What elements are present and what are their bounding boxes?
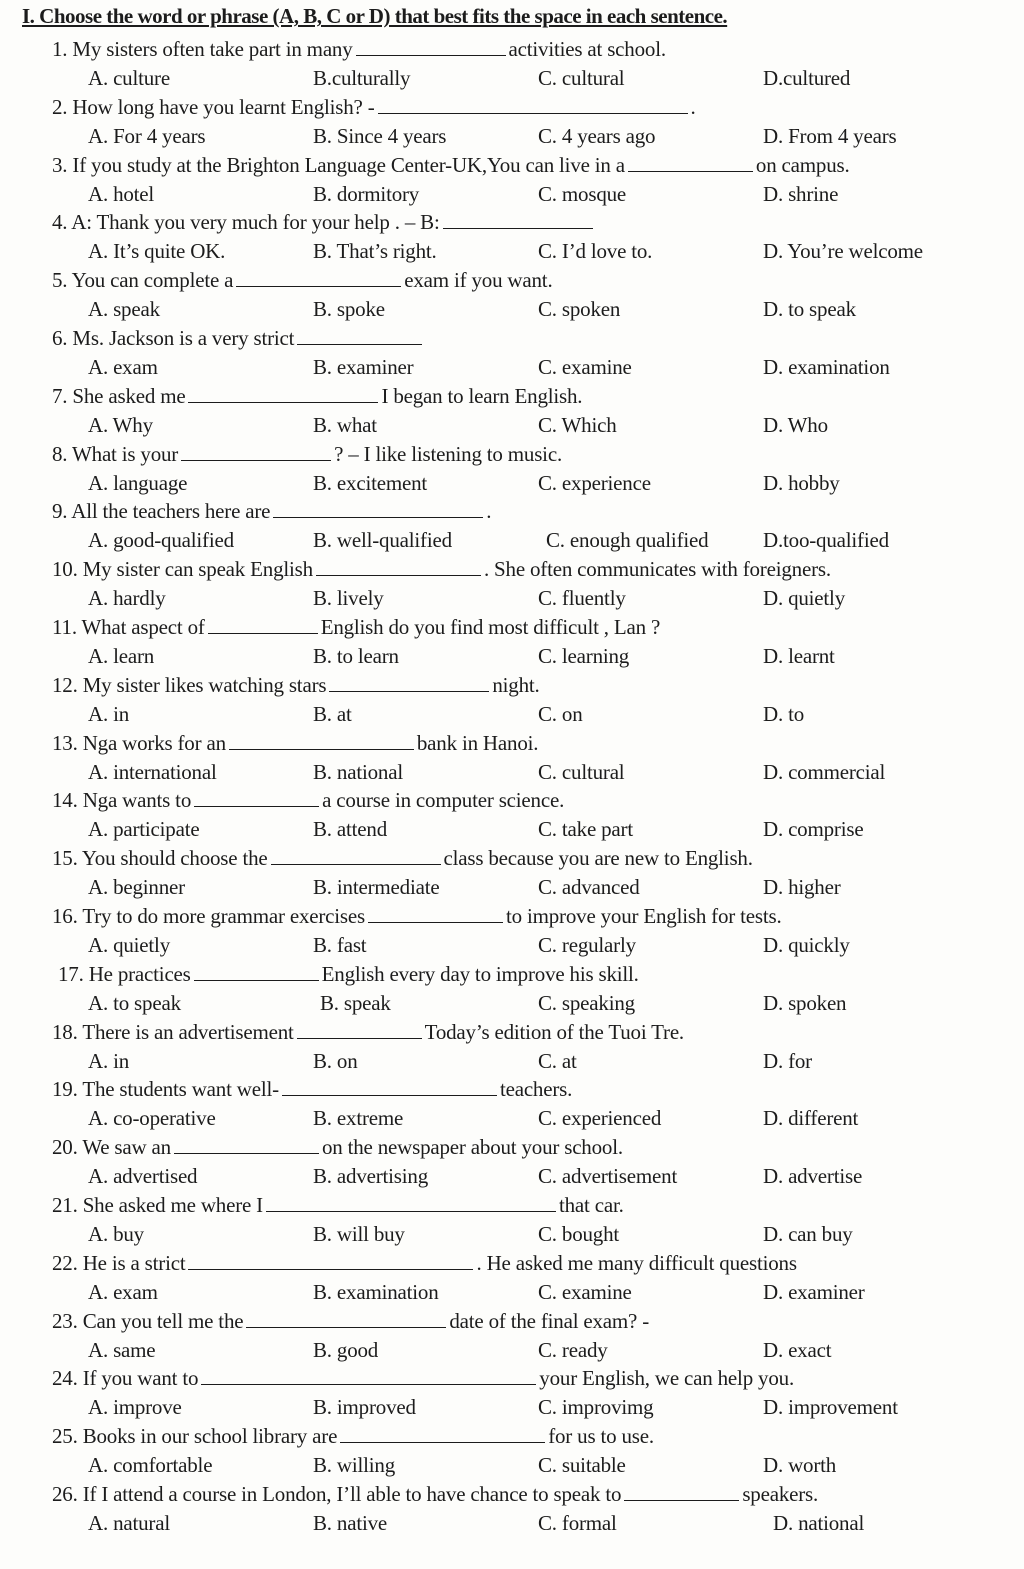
option-d: D. comprise bbox=[763, 817, 864, 842]
question-text: 20. We saw an bbox=[52, 1135, 171, 1160]
option-b: B. good bbox=[313, 1337, 379, 1362]
option-d: D. examiner bbox=[763, 1279, 865, 1304]
question-text-after: I began to learn English. bbox=[381, 383, 583, 408]
option-b: B. That’s right. bbox=[313, 239, 437, 264]
question-26 bbox=[52, 1480, 818, 1509]
option-a: A. participate bbox=[88, 817, 200, 842]
option-b: B. extreme bbox=[313, 1106, 404, 1131]
section-title: I. Choose the word or phrase (A, B, C or D) that best fits the space in each sentence. bbox=[22, 4, 728, 28]
question-8 bbox=[52, 440, 562, 469]
question-text: 19. The students want well- bbox=[52, 1077, 279, 1102]
answer-blank bbox=[443, 209, 593, 229]
question-text: 25. Books in our school library are bbox=[52, 1424, 338, 1449]
option-c: C. spoken bbox=[538, 297, 621, 322]
question-text: 6. Ms. Jackson is a very strict bbox=[52, 326, 295, 350]
option-b: B. on bbox=[313, 1048, 358, 1073]
option-b: B. examiner bbox=[313, 355, 414, 379]
option-d: D. quickly bbox=[763, 933, 850, 957]
answer-blank bbox=[340, 1423, 545, 1443]
question-text: 24. If you want to bbox=[52, 1366, 199, 1391]
answer-blank bbox=[194, 787, 319, 807]
option-b: B. willing bbox=[313, 1453, 396, 1478]
option-c: C. examine bbox=[538, 355, 632, 379]
question-text: 4. A: Thank you very much for your help . – B: bbox=[52, 210, 440, 235]
option-b: B. Since 4 years bbox=[313, 123, 447, 148]
question-2 bbox=[52, 93, 696, 122]
option-b: B. at bbox=[313, 701, 352, 726]
option-b: B. speak bbox=[320, 990, 391, 1015]
option-c: C. enough qualified bbox=[546, 528, 709, 553]
option-c: C. examine bbox=[538, 1279, 632, 1304]
option-d: D. higher bbox=[763, 875, 841, 900]
answer-blank bbox=[316, 556, 481, 576]
option-c: C. take part bbox=[538, 817, 633, 842]
question-text-after: a course in computer science. bbox=[322, 788, 565, 813]
option-c: C. mosque bbox=[538, 181, 627, 206]
option-a: A. same bbox=[88, 1337, 156, 1362]
question-25 bbox=[52, 1422, 654, 1451]
option-c: C. at bbox=[538, 1048, 577, 1073]
option-c: C. formal bbox=[538, 1511, 617, 1535]
answer-blank bbox=[188, 383, 378, 403]
answer-blank bbox=[368, 903, 503, 923]
question-23 bbox=[52, 1307, 649, 1336]
question-21 bbox=[52, 1191, 624, 1220]
option-d: D. to bbox=[763, 701, 805, 726]
answer-blank bbox=[297, 1019, 422, 1039]
option-a: A. hardly bbox=[88, 586, 166, 611]
question-text-after: English do you find most difficult , Lan ? bbox=[320, 615, 661, 639]
question-19 bbox=[52, 1075, 572, 1104]
question-13 bbox=[52, 729, 538, 758]
option-d: D. for bbox=[763, 1048, 812, 1073]
option-c: C. experienced bbox=[538, 1106, 662, 1131]
question-text: 11. What aspect of bbox=[52, 615, 205, 639]
option-c: C. experience bbox=[538, 470, 651, 495]
question-text: 22. He is a strict bbox=[52, 1250, 186, 1275]
question-text-after: . She often communicates with foreigners. bbox=[483, 557, 831, 582]
question-text: 8. What is your bbox=[52, 441, 179, 466]
question-text: 15. You should choose the bbox=[52, 846, 268, 871]
option-d: D. commercial bbox=[763, 759, 886, 784]
question-24 bbox=[52, 1364, 794, 1393]
option-a: A. international bbox=[88, 759, 217, 784]
option-c: C. speaking bbox=[538, 990, 635, 1015]
option-d: D. hobby bbox=[763, 470, 840, 495]
option-a: A. in bbox=[88, 701, 130, 726]
option-c: C. advertisement bbox=[538, 1164, 678, 1189]
answer-blank bbox=[624, 1481, 739, 1501]
option-b: B. spoke bbox=[313, 297, 385, 322]
answer-blank bbox=[174, 1134, 319, 1154]
option-c: C. I’d love to. bbox=[538, 239, 653, 264]
question-17 bbox=[58, 960, 639, 989]
option-a: A. exam bbox=[88, 355, 158, 379]
question-text-after: on campus. bbox=[755, 152, 850, 177]
answer-blank bbox=[266, 1192, 556, 1212]
question-text-after: to improve your English for tests. bbox=[506, 904, 782, 928]
option-a: A. comfortable bbox=[88, 1453, 213, 1478]
option-d: D. exact bbox=[763, 1337, 832, 1362]
option-b: B. dormitory bbox=[313, 181, 420, 206]
option-a: A. exam bbox=[88, 1279, 158, 1304]
question-7 bbox=[52, 382, 582, 411]
answer-blank bbox=[273, 498, 483, 518]
question-text-after: bank in Hanoi. bbox=[416, 730, 539, 755]
option-d: D. quietly bbox=[763, 586, 845, 611]
option-c: C. learning bbox=[538, 644, 630, 668]
question-10 bbox=[52, 555, 831, 584]
question-12 bbox=[52, 671, 540, 700]
question-text: 1. My sisters often take part in many bbox=[52, 37, 353, 61]
option-d: D. advertise bbox=[763, 1164, 863, 1189]
option-c: C. improvimg bbox=[538, 1395, 654, 1420]
question-text: 5. You can complete a bbox=[52, 268, 234, 293]
question-text-after: English every day to improve his skill. bbox=[321, 961, 639, 986]
question-text: 10. My sister can speak English bbox=[52, 557, 313, 582]
question-22 bbox=[52, 1249, 797, 1278]
answer-blank bbox=[282, 1076, 497, 1096]
question-text-after: for us to use. bbox=[548, 1424, 654, 1449]
question-14 bbox=[52, 786, 564, 815]
option-d: D.cultured bbox=[763, 66, 851, 90]
option-d: D. worth bbox=[763, 1453, 837, 1478]
option-c: C. ready bbox=[538, 1337, 608, 1362]
answer-blank bbox=[246, 1308, 446, 1328]
option-c: C. 4 years ago bbox=[538, 123, 656, 148]
question-5 bbox=[52, 266, 553, 295]
answer-blank bbox=[356, 36, 506, 56]
option-b: B. improved bbox=[313, 1395, 416, 1420]
question-text: 3. If you study at the Brighton Language Center-UK,You can live in a bbox=[52, 152, 625, 177]
question-text-after: . bbox=[690, 94, 696, 119]
option-b: B. attend bbox=[313, 817, 388, 842]
answer-blank bbox=[271, 845, 441, 865]
option-c: C. advanced bbox=[538, 875, 640, 900]
option-b: B. advertising bbox=[313, 1164, 429, 1189]
option-b: B. national bbox=[313, 759, 403, 784]
option-d: D. From 4 years bbox=[763, 123, 897, 148]
option-a: A. culture bbox=[88, 66, 170, 90]
option-b: B. fast bbox=[313, 933, 367, 957]
answer-blank bbox=[181, 441, 331, 461]
question-text: 7. She asked me bbox=[52, 383, 186, 408]
option-c: C. Which bbox=[538, 412, 617, 437]
option-d: D. Who bbox=[763, 412, 828, 437]
question-text: 17. He practices bbox=[58, 961, 191, 986]
option-b: B. excitement bbox=[313, 470, 428, 495]
option-a: A. It’s quite OK. bbox=[88, 239, 226, 264]
option-c: C. fluently bbox=[538, 586, 626, 611]
question-20 bbox=[52, 1133, 623, 1162]
option-b: B.culturally bbox=[313, 66, 411, 90]
question-text: 16. Try to do more grammar exercises bbox=[52, 904, 365, 928]
question-text: 23. Can you tell me the bbox=[52, 1308, 244, 1333]
option-d: D. spoken bbox=[763, 990, 847, 1015]
answer-blank bbox=[329, 672, 489, 692]
option-d: D. examination bbox=[763, 355, 890, 379]
question-text-after: exam if you want. bbox=[404, 268, 553, 293]
answer-blank bbox=[194, 961, 319, 981]
question-text-after: your English, we can help you. bbox=[539, 1366, 794, 1391]
question-text: 13. Nga works for an bbox=[52, 730, 226, 755]
question-text-after: . bbox=[486, 499, 492, 524]
option-a: A. beginner bbox=[88, 875, 185, 900]
question-text-after: activities at school. bbox=[508, 37, 666, 61]
question-text-after: date of the final exam? - bbox=[449, 1308, 650, 1333]
option-b: B. lively bbox=[313, 586, 384, 611]
option-b: B. what bbox=[313, 412, 377, 437]
option-d: D. national bbox=[773, 1511, 865, 1535]
option-a: A. quietly bbox=[88, 933, 170, 957]
option-c: C. suitable bbox=[538, 1453, 626, 1478]
option-d: D. You’re welcome bbox=[763, 239, 923, 264]
question-text: 21. She asked me where I bbox=[52, 1193, 263, 1217]
option-a: A. to speak bbox=[88, 990, 181, 1015]
option-c: C. on bbox=[538, 701, 583, 726]
option-c: C. regularly bbox=[538, 933, 636, 957]
question-1 bbox=[52, 35, 666, 64]
option-a: A. natural bbox=[88, 1511, 170, 1535]
option-a: A. good-qualified bbox=[88, 528, 234, 553]
option-a: A. speak bbox=[88, 297, 160, 322]
option-c: C. cultural bbox=[538, 66, 625, 90]
option-a: A. For 4 years bbox=[88, 123, 206, 148]
question-15 bbox=[52, 844, 753, 873]
option-b: B. examination bbox=[313, 1279, 439, 1304]
option-b: B. native bbox=[313, 1511, 388, 1535]
option-d: D. shrine bbox=[763, 181, 839, 206]
option-b: B. intermediate bbox=[313, 875, 440, 900]
answer-blank bbox=[297, 325, 422, 345]
option-a: A. learn bbox=[88, 644, 155, 668]
option-a: A. language bbox=[88, 470, 188, 495]
question-text-after: on the newspaper about your school. bbox=[321, 1135, 623, 1160]
option-a: A. in bbox=[88, 1048, 130, 1073]
answer-blank bbox=[188, 1250, 473, 1270]
question-text: 12. My sister likes watching stars bbox=[52, 672, 327, 697]
option-d: D. improvement bbox=[763, 1395, 898, 1420]
question-text-after: Today’s edition of the Tuoi Tre. bbox=[424, 1019, 684, 1044]
option-a: A. Why bbox=[88, 412, 153, 437]
question-text: 14. Nga wants to bbox=[52, 788, 192, 813]
question-text: 18. There is an advertisement bbox=[52, 1019, 294, 1044]
option-d: D. different bbox=[763, 1106, 859, 1131]
question-text-after: ? – I like listening to music. bbox=[334, 441, 562, 466]
question-text: 9. All the teachers here are bbox=[52, 499, 271, 524]
question-text-after: that car. bbox=[558, 1193, 624, 1217]
option-d: D. learnt bbox=[763, 644, 835, 668]
question-text-after: night. bbox=[492, 672, 540, 697]
question-text-after: speakers. bbox=[742, 1482, 819, 1506]
question-text: 2. How long have you learnt English? - bbox=[52, 94, 375, 119]
answer-blank bbox=[208, 614, 318, 634]
option-a: A. advertised bbox=[88, 1164, 198, 1189]
question-16 bbox=[52, 902, 782, 931]
answer-blank bbox=[236, 267, 401, 287]
question-18 bbox=[52, 1018, 684, 1047]
question-6 bbox=[52, 324, 425, 353]
option-a: A. improve bbox=[88, 1395, 182, 1420]
option-a: A. hotel bbox=[88, 181, 155, 206]
option-a: A. buy bbox=[88, 1222, 144, 1246]
question-4 bbox=[52, 208, 596, 237]
question-9 bbox=[52, 497, 491, 526]
question-text-after: class because you are new to English. bbox=[443, 846, 753, 871]
option-d: D. to speak bbox=[763, 297, 856, 322]
answer-blank bbox=[378, 94, 688, 114]
answer-blank bbox=[229, 730, 414, 750]
answer-blank bbox=[628, 152, 753, 172]
option-b: B. will buy bbox=[313, 1222, 405, 1246]
question-11 bbox=[52, 613, 660, 642]
option-d: D. can buy bbox=[763, 1222, 853, 1246]
option-b: B. well-qualified bbox=[313, 528, 452, 553]
option-b: B. to learn bbox=[313, 644, 399, 668]
answer-blank bbox=[201, 1365, 536, 1385]
question-3 bbox=[52, 151, 850, 180]
option-d: D.too-qualified bbox=[763, 528, 889, 553]
question-text: 26. If I attend a course in London, I’ll able to have chance to speak to bbox=[52, 1482, 622, 1506]
option-a: A. co-operative bbox=[88, 1106, 216, 1131]
option-c: C. bought bbox=[538, 1222, 620, 1246]
question-text-after: teachers. bbox=[499, 1077, 573, 1102]
option-c: C. cultural bbox=[538, 759, 625, 784]
question-text-after: . He asked me many difficult questions bbox=[476, 1250, 797, 1275]
